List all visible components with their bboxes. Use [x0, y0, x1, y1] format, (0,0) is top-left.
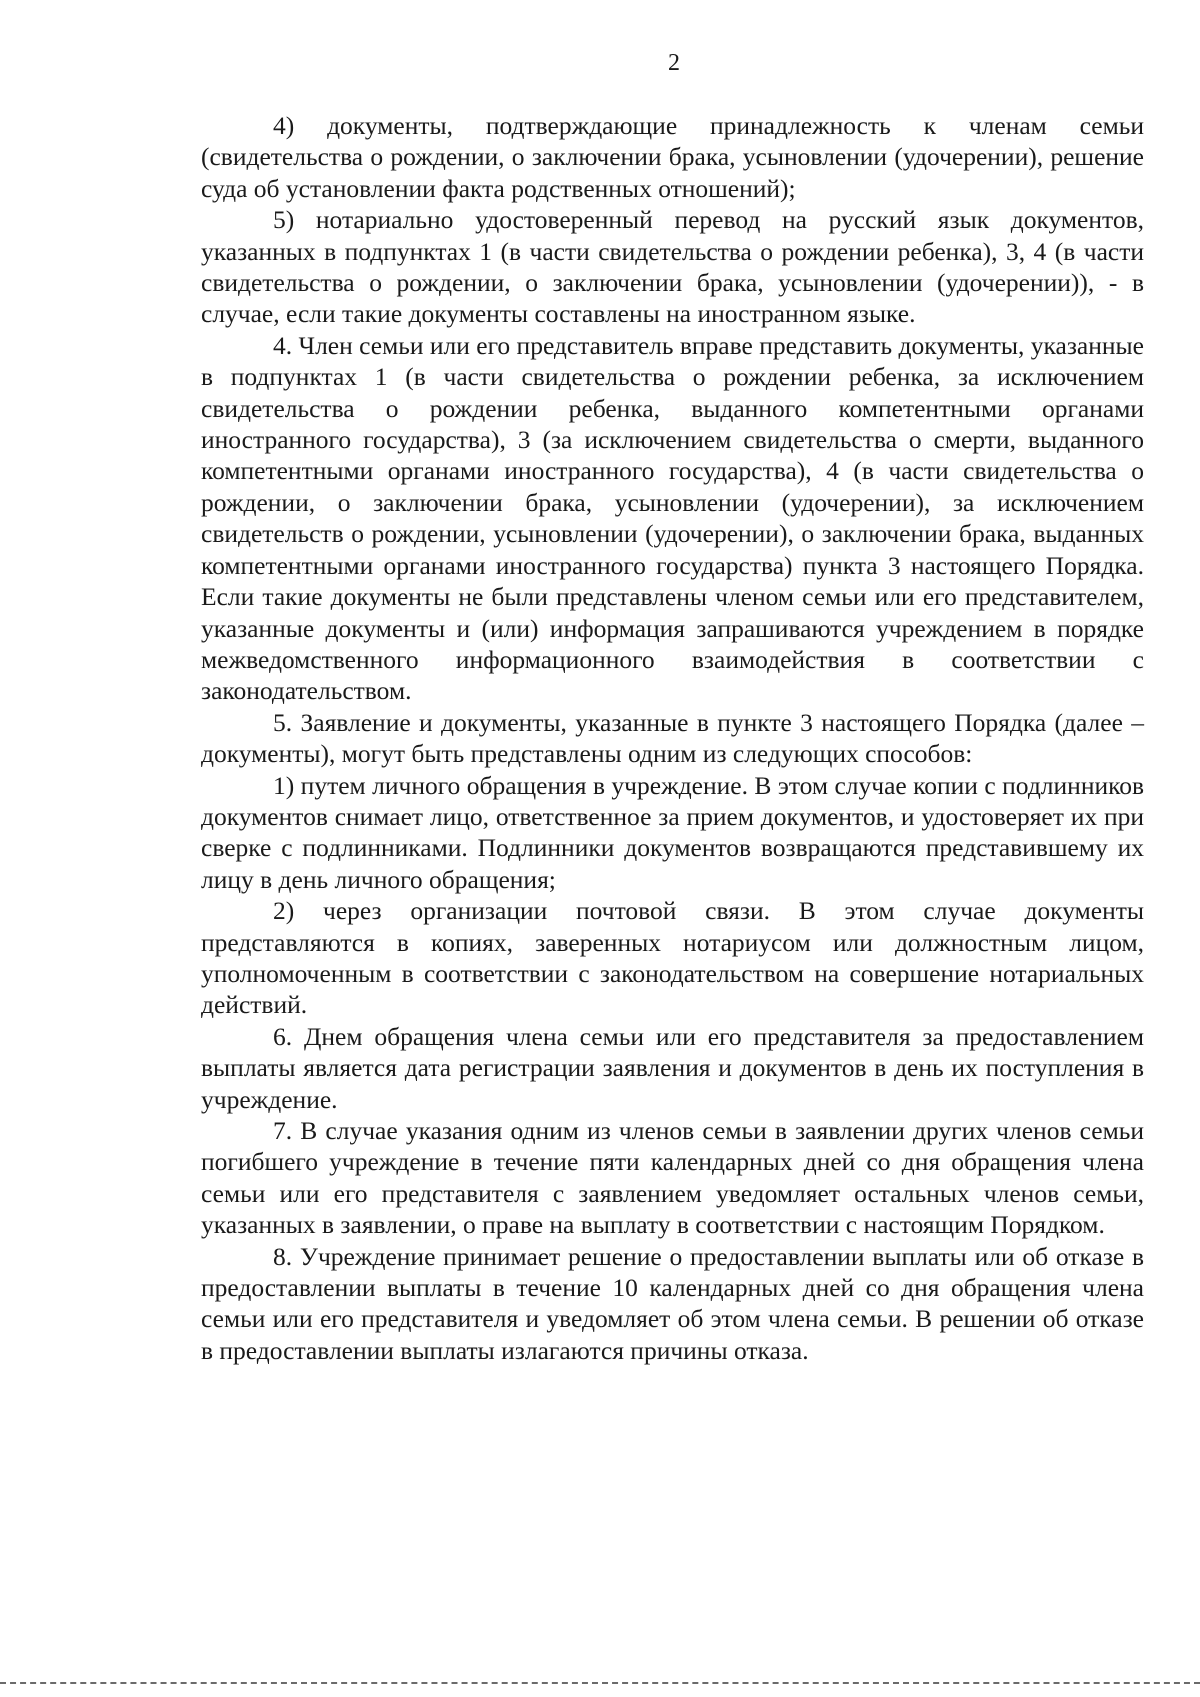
paragraph-item-8: 8. Учреждение принимает решение о предоставлении выплаты или об отказе в предоставлении выплаты в течение 10 календарных дней со дня обращения члена семьи или его представителя и уведомляет об этом члена семьи. В решении об отказе в предоставлении выплаты излагаются причины отказа.	[201, 1241, 1144, 1365]
paragraph-item-7: 7. В случае указания одним из членов семьи в заявлении других членов семьи погибшего учреждение в течение пяти календарных дней со дня обращения члена семьи или его представителя с заявлением уведомляет остальных членов семьи, указанных в заявлении, о праве на выплату в соответствии с настоящим Порядком.	[201, 1116, 1144, 1240]
paragraph-item-5-subitem-2: 2) через организации почтовой связи. В этом случае документы представляются в копиях, заверенных нотариусом или должностным лицом, уполномоченным в соответствии с законодательством на совершение нотариальных действий.	[201, 896, 1144, 1020]
paragraph-subitem-5: 5) нотариально удостоверенный перевод на русский язык документов, указанных в подпунктах 1 (в части свидетельства о рождении ребенка), 3, 4 (в части свидетельства о рождении, о заключении брака, усыновлении (удочерении)), - в случае, если такие документы составлены на иностранном языке.	[201, 205, 1144, 329]
page-number: 2	[668, 50, 680, 76]
paragraph-item-4: 4. Член семьи или его представитель вправе представить документы, указанные в подпунктах 1 (в части свидетельства о рождении ребенка, за исключением свидетельства о рождении ребенка, выданного компетентными органами иностранного государства), 3 (за исключением свидетельства о смерти, выданного компетентными органами иностранного государства), 4 (в части свидетельства о рождении, о заключении брака, усыновлении (удочерении), за исключением свидетельств о рождении, усыновлении (удочерении), о заключении брака, выданных компетентными органами иностранного государства) пункта 3 настоящего Порядка. Если такие документы не были представлены членом семьи или его представителем, указанные документы и (или) информация запрашиваются учреждением в порядке межведомственного информационного взаимодействия в соответствии с законодательством.	[201, 330, 1144, 706]
page-bottom-divider	[0, 1682, 1200, 1684]
paragraph-item-6: 6. Днем обращения члена семьи или его представителя за предоставлением выплаты является дата регистрации заявления и документов в день их поступления в учреждение.	[201, 1021, 1144, 1114]
paragraph-item-5-subitem-1: 1) путем личного обращения в учреждение. В этом случае копии с подлинников документов снимает лицо, ответственное за прием документов, и удостоверяет их при сверке с подлинниками. Подлинники документов возвращаются представившему их лицу в день личного обращения;	[201, 770, 1144, 894]
document-body	[201, 110, 1144, 1366]
paragraph-subitem-4: 4) документы, подтверждающие принадлежность к членам семьи (свидетельства о рождении, о заключении брака, усыновлении (удочерении), решение суда об установлении факта родственных отношений);	[201, 111, 1144, 203]
paragraph-item-5: 5. Заявление и документы, указанные в пункте 3 настоящего Порядка (далее – документы), могут быть представлены одним из следующих способов:	[201, 707, 1144, 769]
